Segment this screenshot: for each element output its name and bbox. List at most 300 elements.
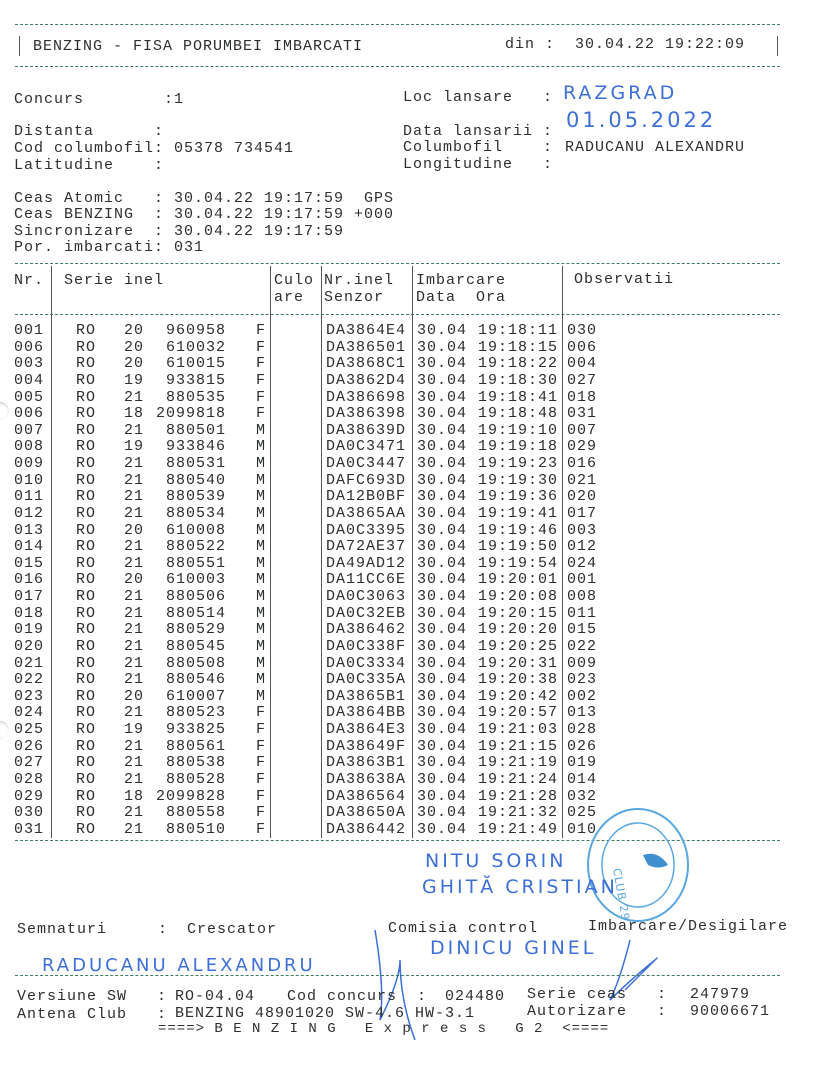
row-sensor: DA49AD12 bbox=[326, 554, 407, 572]
row-nr: 020 bbox=[14, 637, 45, 655]
longitudine-label: Longitudine : bbox=[403, 156, 554, 173]
row-date: 30.04 bbox=[417, 471, 468, 489]
row-date: 30.04 bbox=[417, 455, 468, 473]
ceas-atomic-label: Ceas Atomic : bbox=[14, 190, 165, 207]
row-observatii: 010 bbox=[567, 820, 598, 838]
row-sex: M bbox=[256, 471, 267, 489]
row-sex: M bbox=[256, 687, 267, 705]
row-sensor: DA0C338F bbox=[326, 637, 407, 655]
columbofil-value: RADUCANU ALEXANDRU bbox=[565, 139, 746, 156]
row-ring-number: 880501 bbox=[165, 421, 226, 439]
crescator-label: Crescator bbox=[187, 921, 278, 938]
data-lansarii-label: Data lansarii : bbox=[403, 123, 554, 140]
row-date: 30.04 bbox=[417, 804, 468, 822]
row-time: 19:18:30 bbox=[478, 371, 559, 389]
row-country: RO bbox=[76, 637, 97, 655]
table-header-top-border bbox=[15, 263, 780, 264]
row-country: RO bbox=[76, 322, 97, 339]
concurs-value: 1 bbox=[174, 91, 185, 108]
table-row bbox=[0, 704, 660, 721]
loc-lansare-handwritten: RAZGRAD bbox=[563, 82, 678, 104]
row-country: RO bbox=[76, 355, 97, 373]
columbofil-label: Columbofil : bbox=[403, 139, 554, 156]
row-time: 19:20:57 bbox=[478, 704, 559, 722]
row-date: 30.04 bbox=[417, 421, 468, 439]
header-border-right bbox=[777, 36, 778, 56]
table-row bbox=[0, 522, 660, 539]
row-date: 30.04 bbox=[417, 787, 468, 805]
row-observatii: 015 bbox=[567, 621, 598, 639]
row-sensor: DA38650A bbox=[326, 804, 407, 822]
por-imbarcati-label: Por. imbarcati: bbox=[14, 239, 165, 256]
row-observatii: 024 bbox=[567, 554, 598, 572]
row-date: 30.04 bbox=[417, 671, 468, 689]
row-time: 19:18:11 bbox=[478, 322, 559, 339]
row-sensor: DA38639D bbox=[326, 421, 407, 439]
row-year: 20 bbox=[124, 322, 145, 339]
row-time: 19:19:50 bbox=[478, 538, 559, 556]
row-year: 20 bbox=[124, 338, 145, 356]
row-observatii: 025 bbox=[567, 804, 598, 822]
row-time: 19:19:36 bbox=[478, 488, 559, 506]
row-country: RO bbox=[76, 704, 97, 722]
row-nr: 006 bbox=[14, 405, 45, 423]
row-time: 19:20:01 bbox=[478, 571, 559, 589]
row-nr: 019 bbox=[14, 621, 45, 639]
row-country: RO bbox=[76, 471, 97, 489]
row-nr: 022 bbox=[14, 671, 45, 689]
row-nr: 011 bbox=[14, 488, 45, 506]
row-nr: 003 bbox=[14, 355, 45, 373]
row-nr: 017 bbox=[14, 588, 45, 606]
row-year: 21 bbox=[124, 388, 145, 406]
row-country: RO bbox=[76, 721, 97, 739]
row-ring-number: 933846 bbox=[165, 438, 226, 456]
row-nr: 012 bbox=[14, 504, 45, 522]
row-country: RO bbox=[76, 455, 97, 473]
row-time: 19:21:49 bbox=[478, 820, 559, 838]
table-row bbox=[0, 488, 660, 505]
row-observatii: 020 bbox=[567, 488, 598, 506]
imbarcare-desigilare-label: Imbarcare/Desigilare bbox=[588, 918, 789, 935]
row-sensor: DA38649F bbox=[326, 737, 407, 755]
row-ring-number: 880523 bbox=[165, 704, 226, 722]
row-nr: 021 bbox=[14, 654, 45, 672]
row-nr: 026 bbox=[14, 737, 45, 755]
row-ring-number: 933825 bbox=[165, 721, 226, 739]
row-observatii: 017 bbox=[567, 504, 598, 522]
table-header-bottom-border bbox=[15, 314, 780, 315]
row-ring-number: 880510 bbox=[165, 820, 226, 838]
row-observatii: 003 bbox=[567, 521, 598, 539]
row-time: 19:18:48 bbox=[478, 405, 559, 423]
versiune-sw-label: Versiune SW : bbox=[17, 988, 168, 1005]
row-ring-number: 610008 bbox=[165, 521, 226, 539]
row-year: 21 bbox=[124, 754, 145, 772]
row-sensor: DA3862D4 bbox=[326, 371, 407, 389]
row-year: 21 bbox=[124, 554, 145, 572]
row-date: 30.04 bbox=[417, 371, 468, 389]
row-sensor: DA3864E3 bbox=[326, 721, 407, 739]
row-date: 30.04 bbox=[417, 704, 468, 722]
row-sensor: DA0C3471 bbox=[326, 438, 407, 456]
row-country: RO bbox=[76, 687, 97, 705]
cod-concurs-value: 024480 bbox=[445, 988, 506, 1005]
autorizare-label: Autorizare : bbox=[527, 1003, 668, 1020]
row-nr: 027 bbox=[14, 754, 45, 772]
row-date: 30.04 bbox=[417, 322, 468, 339]
row-year: 21 bbox=[124, 621, 145, 639]
row-date: 30.04 bbox=[417, 338, 468, 356]
table-row bbox=[0, 605, 660, 622]
table-row bbox=[0, 405, 660, 422]
row-ring-number: 880551 bbox=[165, 554, 226, 572]
table-row bbox=[0, 804, 660, 821]
concurs-label: Concurs : bbox=[14, 91, 175, 108]
row-time: 19:19:10 bbox=[478, 421, 559, 439]
row-ring-number: 610007 bbox=[165, 687, 226, 705]
row-year: 21 bbox=[124, 654, 145, 672]
row-nr: 016 bbox=[14, 571, 45, 589]
row-time: 19:19:18 bbox=[478, 438, 559, 456]
data-lansarii-handwritten: 01.05.2022 bbox=[566, 108, 717, 132]
row-date: 30.04 bbox=[417, 504, 468, 522]
row-date: 30.04 bbox=[417, 405, 468, 423]
row-country: RO bbox=[76, 671, 97, 689]
row-date: 30.04 bbox=[417, 721, 468, 739]
table-row bbox=[0, 721, 660, 738]
row-sex: M bbox=[256, 538, 267, 556]
row-sex: F bbox=[256, 820, 267, 838]
row-date: 30.04 bbox=[417, 637, 468, 655]
row-country: RO bbox=[76, 554, 97, 572]
row-ring-number: 2099828 bbox=[155, 787, 226, 805]
row-observatii: 031 bbox=[567, 405, 598, 423]
row-nr: 024 bbox=[14, 704, 45, 722]
por-imbarcati-value: 031 bbox=[174, 239, 205, 256]
row-time: 19:19:23 bbox=[478, 455, 559, 473]
row-time: 19:18:15 bbox=[478, 338, 559, 356]
row-sensor: DA11CC6E bbox=[326, 571, 407, 589]
row-sensor: DA3864BB bbox=[326, 704, 407, 722]
row-date: 30.04 bbox=[417, 554, 468, 572]
header-border-bottom bbox=[15, 66, 780, 67]
row-country: RO bbox=[76, 388, 97, 406]
row-ring-number: 880558 bbox=[165, 804, 226, 822]
row-date: 30.04 bbox=[417, 538, 468, 556]
col-header-culoare-2: are bbox=[274, 289, 305, 306]
row-country: RO bbox=[76, 488, 97, 506]
row-nr: 030 bbox=[14, 804, 45, 822]
row-ring-number: 880514 bbox=[165, 604, 226, 622]
row-year: 20 bbox=[124, 687, 145, 705]
header-border-top bbox=[15, 24, 780, 25]
svg-text:CLUB 29: CLUB 29 bbox=[610, 867, 633, 923]
row-year: 18 bbox=[124, 405, 145, 423]
document-title: BENZING - FISA PORUMBEI IMBARCATI bbox=[33, 38, 364, 55]
table-row bbox=[0, 638, 660, 655]
handwritten-name-3: DINICU GINEL bbox=[430, 937, 597, 959]
row-sex: F bbox=[256, 322, 267, 339]
table-row bbox=[0, 821, 660, 838]
row-ring-number: 610015 bbox=[165, 355, 226, 373]
row-sensor: DA0C335A bbox=[326, 671, 407, 689]
row-year: 21 bbox=[124, 704, 145, 722]
row-year: 21 bbox=[124, 488, 145, 506]
row-time: 19:20:42 bbox=[478, 687, 559, 705]
col-header-culoare-1: Culo bbox=[274, 272, 315, 289]
ceas-benzing-label: Ceas BENZING : bbox=[14, 206, 165, 223]
row-date: 30.04 bbox=[417, 621, 468, 639]
row-observatii: 021 bbox=[567, 471, 598, 489]
loc-lansare-label: Loc lansare : bbox=[403, 89, 554, 106]
table-row bbox=[0, 322, 660, 339]
table-row bbox=[0, 372, 660, 389]
distanta-label: Distanta : bbox=[14, 123, 165, 140]
row-country: RO bbox=[76, 820, 97, 838]
row-ring-number: 2099818 bbox=[155, 405, 226, 423]
row-time: 19:21:24 bbox=[478, 771, 559, 788]
col-header-imbarcare-2: Data Ora bbox=[416, 289, 507, 306]
row-country: RO bbox=[76, 338, 97, 356]
row-year: 21 bbox=[124, 820, 145, 838]
row-sex: F bbox=[256, 405, 267, 423]
row-time: 19:21:32 bbox=[478, 804, 559, 822]
row-time: 19:20:38 bbox=[478, 671, 559, 689]
row-ring-number: 880529 bbox=[165, 621, 226, 639]
row-observatii: 032 bbox=[567, 787, 598, 805]
comisia-control-label: Comisia control bbox=[388, 920, 539, 937]
row-date: 30.04 bbox=[417, 488, 468, 506]
row-sex: M bbox=[256, 438, 267, 456]
serie-ceas-value: 247979 bbox=[690, 986, 751, 1003]
table-row bbox=[0, 505, 660, 522]
row-ring-number: 933815 bbox=[165, 371, 226, 389]
antena-club-label: Antena Club : bbox=[17, 1006, 168, 1023]
row-ring-number: 880506 bbox=[165, 588, 226, 606]
row-ring-number: 880535 bbox=[165, 388, 226, 406]
row-ring-number: 960958 bbox=[165, 322, 226, 339]
row-sensor: DA386442 bbox=[326, 820, 407, 838]
row-ring-number: 610003 bbox=[165, 571, 226, 589]
row-sex: M bbox=[256, 654, 267, 672]
row-observatii: 022 bbox=[567, 637, 598, 655]
row-year: 20 bbox=[124, 521, 145, 539]
row-time: 19:19:54 bbox=[478, 554, 559, 572]
row-ring-number: 880538 bbox=[165, 754, 226, 772]
row-nr: 015 bbox=[14, 554, 45, 572]
row-time: 19:20:20 bbox=[478, 621, 559, 639]
col-header-serie-inel: Serie inel bbox=[64, 272, 165, 289]
row-time: 19:20:15 bbox=[478, 604, 559, 622]
row-date: 30.04 bbox=[417, 771, 468, 788]
row-country: RO bbox=[76, 787, 97, 805]
row-country: RO bbox=[76, 621, 97, 639]
autorizare-value: 90006671 bbox=[690, 1003, 771, 1020]
cod-columbofil-label: Cod columbofil: bbox=[14, 140, 165, 157]
row-observatii: 011 bbox=[567, 604, 598, 622]
row-time: 19:20:31 bbox=[478, 654, 559, 672]
row-sensor: DA12B0BF bbox=[326, 488, 407, 506]
row-year: 21 bbox=[124, 455, 145, 473]
row-sex: M bbox=[256, 455, 267, 473]
row-time: 19:19:41 bbox=[478, 504, 559, 522]
row-ring-number: 880534 bbox=[165, 504, 226, 522]
table-row bbox=[0, 455, 660, 472]
antena-club-value: BENZING 48901020 SW-4.6 HW-3.1 bbox=[175, 1005, 476, 1022]
cod-columbofil-value: 05378 734541 bbox=[174, 140, 295, 157]
row-sensor: DA386564 bbox=[326, 787, 407, 805]
row-sensor: DA3864E4 bbox=[326, 322, 407, 339]
row-nr: 001 bbox=[14, 322, 45, 339]
table-row bbox=[0, 538, 660, 555]
footer-border bbox=[15, 975, 780, 976]
din-value: 30.04.22 19:22:09 bbox=[575, 36, 746, 53]
row-ring-number: 880528 bbox=[165, 771, 226, 788]
col-header-nr-inel-2: Senzor bbox=[324, 289, 385, 306]
table-row bbox=[0, 688, 660, 705]
row-sex: M bbox=[256, 621, 267, 639]
row-observatii: 006 bbox=[567, 338, 598, 356]
row-country: RO bbox=[76, 521, 97, 539]
row-nr: 029 bbox=[14, 787, 45, 805]
row-country: RO bbox=[76, 438, 97, 456]
row-ring-number: 880522 bbox=[165, 538, 226, 556]
row-observatii: 016 bbox=[567, 455, 598, 473]
row-year: 21 bbox=[124, 471, 145, 489]
row-sex: F bbox=[256, 787, 267, 805]
row-country: RO bbox=[76, 737, 97, 755]
row-nr: 007 bbox=[14, 421, 45, 439]
col-header-nr-inel-1: Nr.inel bbox=[324, 272, 395, 289]
row-year: 21 bbox=[124, 737, 145, 755]
row-date: 30.04 bbox=[417, 820, 468, 838]
row-country: RO bbox=[76, 504, 97, 522]
row-year: 19 bbox=[124, 438, 145, 456]
row-year: 21 bbox=[124, 504, 145, 522]
table-row bbox=[0, 355, 660, 372]
row-nr: 023 bbox=[14, 687, 45, 705]
row-observatii: 004 bbox=[567, 355, 598, 373]
row-country: RO bbox=[76, 588, 97, 606]
row-time: 19:18:22 bbox=[478, 355, 559, 373]
table-row bbox=[0, 771, 660, 788]
row-date: 30.04 bbox=[417, 388, 468, 406]
row-observatii: 002 bbox=[567, 687, 598, 705]
row-sex: F bbox=[256, 754, 267, 772]
row-observatii: 030 bbox=[567, 322, 598, 339]
row-sex: F bbox=[256, 371, 267, 389]
row-date: 30.04 bbox=[417, 521, 468, 539]
ceas-atomic-value: 30.04.22 19:17:59 GPS bbox=[174, 190, 395, 207]
table-row bbox=[0, 588, 660, 605]
row-year: 21 bbox=[124, 421, 145, 439]
row-year: 21 bbox=[124, 671, 145, 689]
latitudine-label: Latitudine : bbox=[14, 157, 165, 174]
row-sensor: DA3865B1 bbox=[326, 687, 407, 705]
row-sex: M bbox=[256, 604, 267, 622]
row-nr: 031 bbox=[14, 820, 45, 838]
row-country: RO bbox=[76, 371, 97, 389]
row-observatii: 013 bbox=[567, 704, 598, 722]
row-sensor: DA386462 bbox=[326, 621, 407, 639]
row-sensor: DA386698 bbox=[326, 388, 407, 406]
row-time: 19:21:28 bbox=[478, 787, 559, 805]
table-row bbox=[0, 788, 660, 805]
row-nr: 010 bbox=[14, 471, 45, 489]
row-country: RO bbox=[76, 771, 97, 788]
row-date: 30.04 bbox=[417, 687, 468, 705]
row-time: 19:19:30 bbox=[478, 471, 559, 489]
col-header-observatii: Observatii bbox=[574, 271, 675, 288]
row-ring-number: 880540 bbox=[165, 471, 226, 489]
row-year: 19 bbox=[124, 371, 145, 389]
row-sex: M bbox=[256, 421, 267, 439]
row-year: 21 bbox=[124, 588, 145, 606]
table-row bbox=[0, 571, 660, 588]
handwritten-crescator: RADUCANU ALEXANDRU bbox=[42, 955, 316, 976]
row-country: RO bbox=[76, 538, 97, 556]
row-sex: F bbox=[256, 355, 267, 373]
row-sex: F bbox=[256, 388, 267, 406]
row-sensor: DA3868C1 bbox=[326, 355, 407, 373]
row-year: 19 bbox=[124, 721, 145, 739]
ceas-benzing-value: 30.04.22 19:17:59 +000 bbox=[174, 206, 395, 223]
row-country: RO bbox=[76, 405, 97, 423]
table-row bbox=[0, 655, 660, 672]
row-sex: M bbox=[256, 504, 267, 522]
row-observatii: 001 bbox=[567, 571, 598, 589]
row-time: 19:20:25 bbox=[478, 637, 559, 655]
row-year: 21 bbox=[124, 804, 145, 822]
row-country: RO bbox=[76, 571, 97, 589]
table-row bbox=[0, 555, 660, 572]
row-observatii: 027 bbox=[567, 371, 598, 389]
table-row bbox=[0, 339, 660, 356]
row-ring-number: 880531 bbox=[165, 455, 226, 473]
row-sex: F bbox=[256, 804, 267, 822]
row-time: 19:19:46 bbox=[478, 521, 559, 539]
row-sex: F bbox=[256, 721, 267, 739]
row-time: 19:21:15 bbox=[478, 737, 559, 755]
row-date: 30.04 bbox=[417, 754, 468, 772]
table-row bbox=[0, 389, 660, 406]
serie-ceas-label: Serie ceas : bbox=[527, 986, 668, 1003]
row-year: 20 bbox=[124, 355, 145, 373]
semnaturi-sep: : bbox=[158, 921, 169, 938]
row-observatii: 019 bbox=[567, 754, 598, 772]
row-observatii: 023 bbox=[567, 671, 598, 689]
table-row bbox=[0, 671, 660, 688]
header-border-left bbox=[19, 36, 20, 56]
handwritten-name-2: GHITĂ CRISTIAN bbox=[422, 876, 618, 898]
row-observatii: 007 bbox=[567, 421, 598, 439]
row-year: 21 bbox=[124, 637, 145, 655]
row-sensor: DA0C3447 bbox=[326, 455, 407, 473]
row-sensor: DA0C3063 bbox=[326, 588, 407, 606]
row-observatii: 028 bbox=[567, 721, 598, 739]
row-date: 30.04 bbox=[417, 355, 468, 373]
row-year: 21 bbox=[124, 771, 145, 788]
handwritten-name-1: NITU SORIN bbox=[425, 850, 567, 872]
club-stamp bbox=[583, 805, 693, 925]
row-country: RO bbox=[76, 421, 97, 439]
row-ring-number: 880539 bbox=[165, 488, 226, 506]
row-date: 30.04 bbox=[417, 654, 468, 672]
row-sensor: DA0C32EB bbox=[326, 604, 407, 622]
row-country: RO bbox=[76, 654, 97, 672]
row-ring-number: 880545 bbox=[165, 637, 226, 655]
